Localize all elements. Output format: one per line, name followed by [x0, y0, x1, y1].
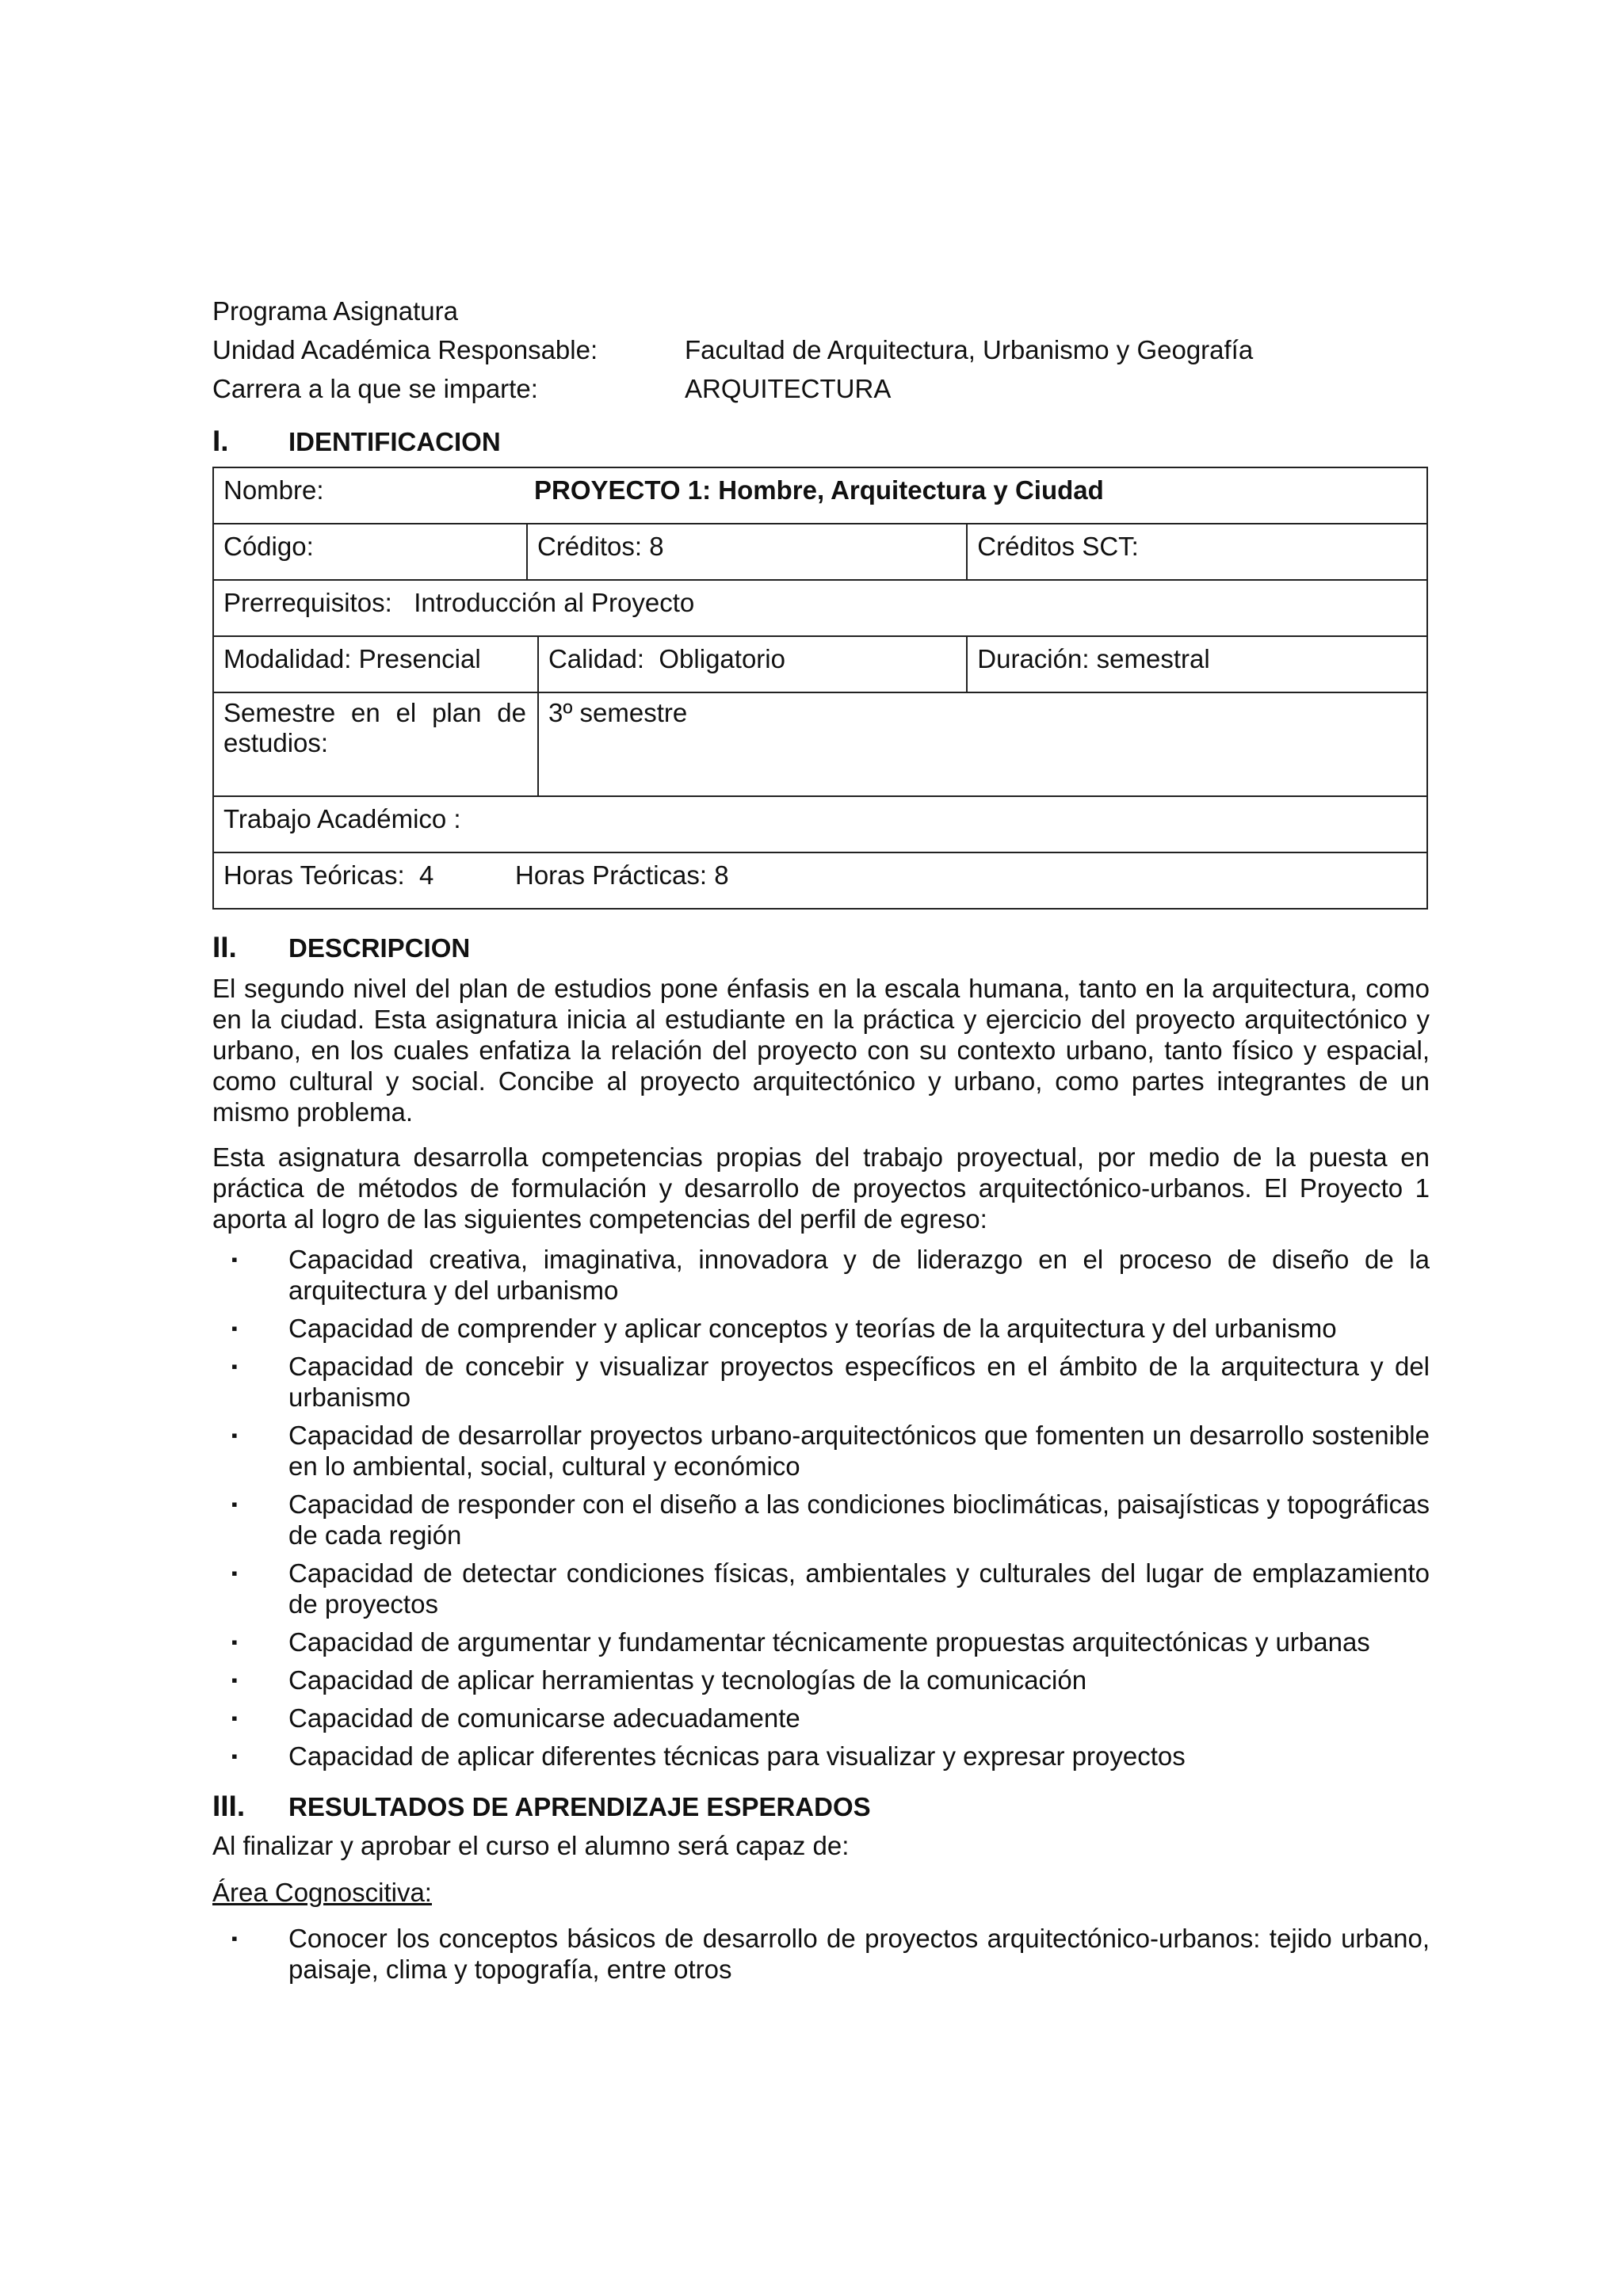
bullet-icon: ▪ [231, 1356, 238, 1376]
bullet-icon: ▪ [231, 1670, 238, 1690]
header-block [212, 292, 1430, 408]
results-list [212, 1923, 1430, 1985]
bullet-icon: ▪ [231, 1708, 238, 1728]
unit-value: Facultad de Arquitectura, Urbanismo y Geografía [685, 335, 1254, 364]
bullet-icon: ▪ [231, 1318, 238, 1338]
program-line [212, 292, 1430, 330]
horas-cell [213, 852, 1427, 909]
list-item [212, 1923, 1430, 1985]
table-row [213, 636, 1427, 692]
section-descripcion-heading [212, 927, 1430, 968]
table-row [213, 692, 1427, 796]
list-item-text: Capacidad de desarrollar proyectos urbano-arquitectónicos que fomenten un desarrollo sostenible en lo ambiental, social, cultural y económico [288, 1421, 1430, 1481]
unit-line [212, 330, 1430, 369]
creditos-cell: Créditos: 8 [527, 524, 967, 580]
table-row [213, 852, 1427, 909]
section-number: III. [212, 1790, 246, 1822]
table-row [213, 467, 1427, 524]
career-line [212, 369, 1430, 408]
bullet-icon: ▪ [231, 1563, 238, 1583]
list-item-text: Conocer los conceptos básicos de desarrollo de proyectos arquitectónico-urbanos: tejido urbano, paisaje, clima y topografía, entre otros [288, 1924, 1430, 1984]
nombre-label: Nombre: [223, 475, 324, 505]
nombre-cell [213, 467, 1427, 524]
list-item-text: Capacidad de aplicar herramientas y tecnologías de la comunicación [288, 1665, 1087, 1695]
section-resultados-heading [212, 1786, 1430, 1827]
description-paragraph-1: El segundo nivel del plan de estudios pone énfasis en la escala humana, tanto en la arquitectura, como en la ciudad. Esta asignatura inicia al estudiante en la práctica y ejercicio del proyecto arquitectónico y urbano, en los cuales enfatiza la relación del proyecto con su contexto urbano, tanto físico y espacial, como cultural y social. Concibe al proyecto arquitectónico y urbano, como partes integrantes de un mismo problema. [212, 974, 1430, 1127]
list-item-text: Capacidad de comprender y aplicar conceptos y teorías de la arquitectura y del urbanismo [288, 1314, 1337, 1343]
section-number: I. [212, 425, 229, 457]
modalidad-cell: Modalidad: Presencial [213, 636, 538, 692]
codigo-cell: Código: [213, 524, 527, 580]
table-row [213, 580, 1427, 636]
section-title: IDENTIFICACION [288, 427, 501, 456]
bullet-icon: ▪ [231, 1746, 238, 1766]
prerrequisitos-cell: Prerrequisitos: Introducción al Proyecto [213, 580, 1427, 636]
section-identificacion-heading [212, 421, 1430, 462]
list-item-text: Capacidad de detectar condiciones físicas, ambientales y culturales del lugar de emplazamiento de proyectos [288, 1558, 1430, 1619]
bullet-icon: ▪ [231, 1249, 238, 1269]
duracion-cell: Duración: semestral [967, 636, 1427, 692]
document-page [212, 292, 1430, 1992]
table-row [213, 796, 1427, 852]
list-item [212, 1313, 1430, 1344]
section-title: RESULTADOS DE APRENDIZAJE ESPERADOS [288, 1792, 871, 1821]
calidad-cell: Calidad: Obligatorio [538, 636, 967, 692]
bullet-icon: ▪ [231, 1928, 238, 1948]
semestre-label-cell [213, 692, 538, 796]
horas-teoricas: Horas Teóricas: 4 [223, 860, 434, 890]
program-label: Programa Asignatura [212, 296, 459, 326]
list-item-text: Capacidad de comunicarse adecuadamente [288, 1703, 800, 1733]
list-item-text: Capacidad de concebir y visualizar proyectos específicos en el ámbito de la arquitectura y del urbanismo [288, 1352, 1430, 1412]
list-item [212, 1665, 1430, 1695]
bullet-icon: ▪ [231, 1494, 238, 1514]
competencies-list [212, 1244, 1430, 1772]
identification-table [212, 467, 1428, 910]
table-row [213, 524, 1427, 580]
list-item [212, 1489, 1430, 1550]
list-item [212, 1420, 1430, 1482]
semestre-label: Semestre en el plan de estudios: [223, 698, 526, 757]
list-item [212, 1351, 1430, 1413]
list-item [212, 1627, 1430, 1657]
bullet-icon: ▪ [231, 1425, 238, 1445]
list-item [212, 1244, 1430, 1306]
description-paragraph-2: Esta asignatura desarrolla competencias propias del trabajo proyectual, por medio de la puesta en práctica de métodos de formulación y desarrollo de proyectos arquitectónico-urbanos. El Proyecto 1 aporta al logro de las siguientes competencias del perfil de egreso: [212, 1142, 1430, 1234]
bullet-icon: ▪ [231, 1632, 238, 1652]
list-item [212, 1741, 1430, 1772]
creditos-sct-cell: Créditos SCT: [967, 524, 1427, 580]
list-item-text: Capacidad de aplicar diferentes técnicas para visualizar y expresar proyectos [288, 1741, 1186, 1771]
semestre-value-cell: 3º semestre [538, 692, 1427, 796]
career-label: Carrera a la que se imparte: [212, 374, 538, 403]
results-intro: Al finalizar y aprobar el curso el alumno será capaz de: [212, 1831, 850, 1860]
section-title: DESCRIPCION [288, 933, 471, 963]
trabajo-cell: Trabajo Académico : [213, 796, 1427, 852]
area-cognoscitiva-heading: Área Cognoscitiva: [212, 1878, 432, 1907]
list-item [212, 1558, 1430, 1619]
section-number: II. [212, 931, 237, 963]
unit-label: Unidad Académica Responsable: [212, 335, 598, 364]
list-item-text: Capacidad de responder con el diseño a las condiciones bioclimáticas, paisajísticas y topográficas de cada región [288, 1489, 1430, 1550]
list-item-text: Capacidad creativa, imaginativa, innovadora y de liderazgo en el proceso de diseño de la arquitectura y del urbanismo [288, 1245, 1430, 1305]
list-item [212, 1703, 1430, 1733]
horas-practicas: Horas Prácticas: 8 [515, 860, 729, 890]
career-value: ARQUITECTURA [685, 374, 892, 403]
nombre-value: PROYECTO 1: Hombre, Arquitectura y Ciudad [534, 475, 1104, 505]
list-item-text: Capacidad de argumentar y fundamentar técnicamente propuestas arquitectónicas y urbanas [288, 1627, 1370, 1657]
